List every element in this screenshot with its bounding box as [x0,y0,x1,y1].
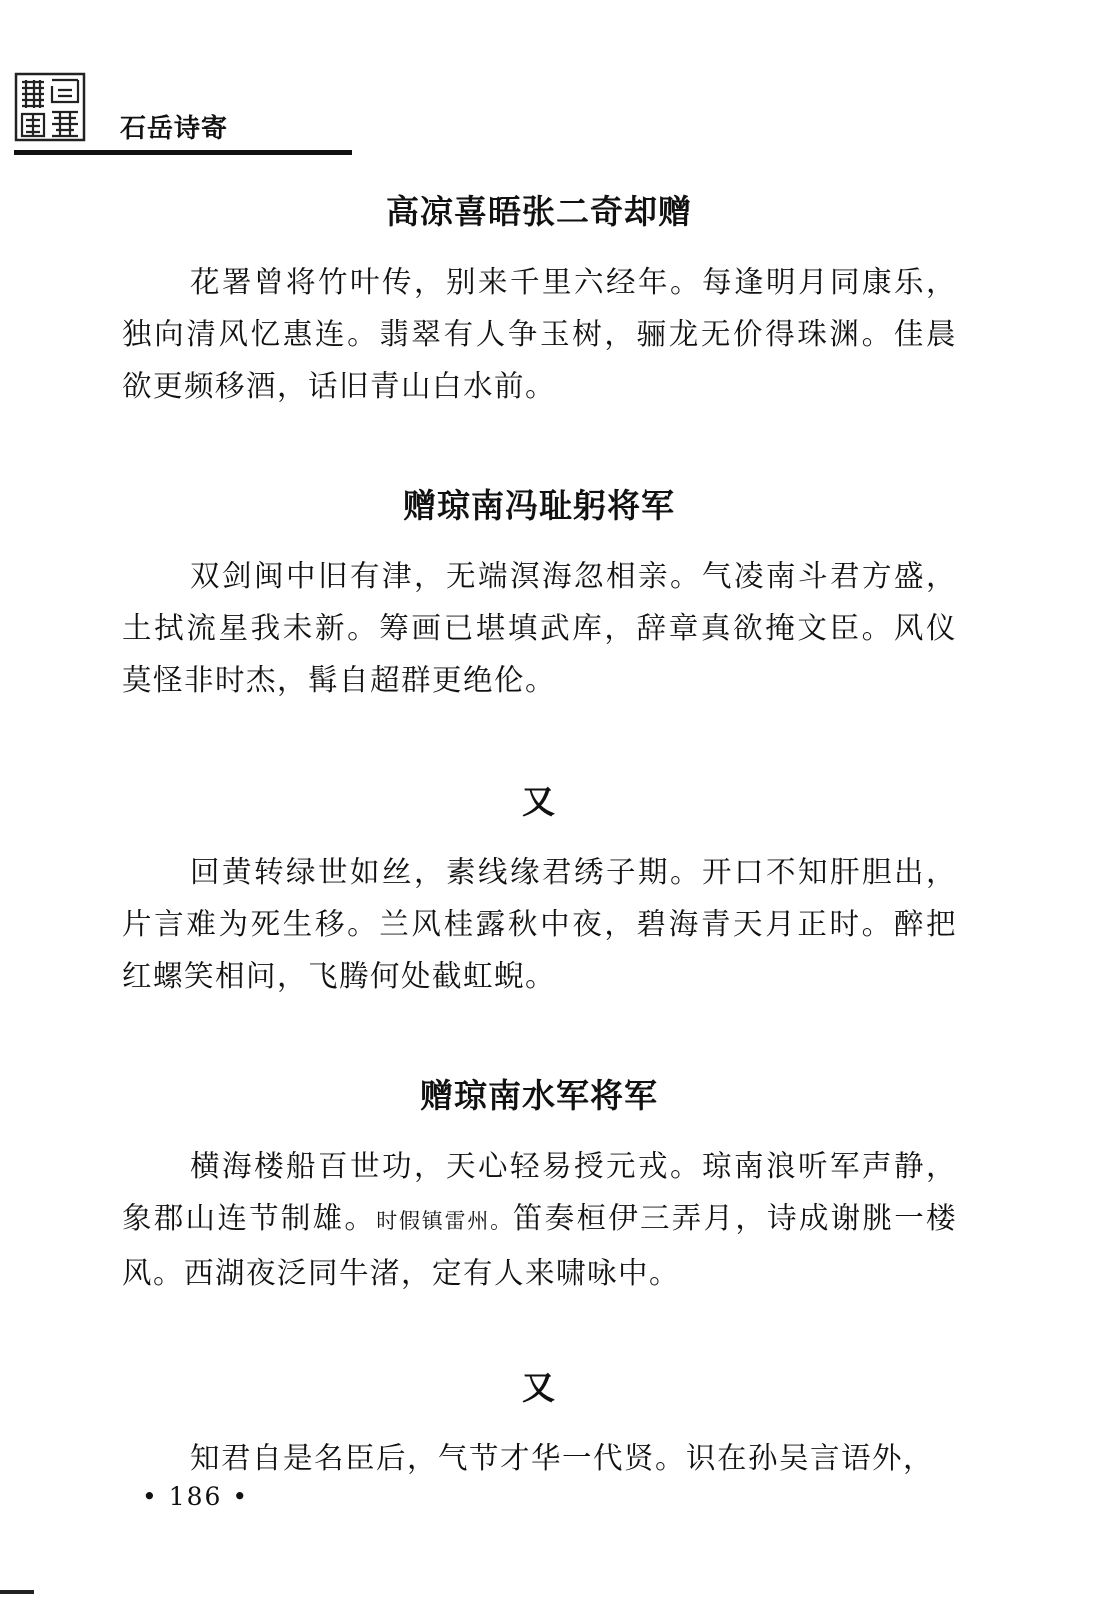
poem-body: 花署曾将竹叶传，别来千里六经年。每逢明月同康乐，独向清风忆惠连。翡翠有人争玉树，骊龙无价得珠渊。佳晨欲更频移酒，话旧青山白水前。 [122,265,957,403]
poem-note: 时假镇雷州。 [376,1209,513,1233]
page-number: • 186 • [142,1482,250,1511]
poem-body: 双剑闽中旧有津，无端溟海忽相亲。气凌南斗君方盛，土拭流星我未新。筹画已堪填武库，辞章真欲掩文臣。风仪莫怪非时杰，髯自超群更绝伦。 [122,559,957,697]
running-title: 石岳诗寄 [120,114,229,144]
header-rule [14,150,352,155]
seal-icon [14,72,86,142]
poem-title: 赠琼南水军将军 [420,1076,658,1115]
scan-mark [0,1590,34,1594]
poem-title: 赠琼南冯耻躬将军 [403,486,675,525]
seal-stamp [14,72,86,142]
poem-body: 回黄转绿世如丝，素线缘君绣子期。开口不知肝胆出，片言难为死生移。兰风桂露秋中夜，碧海青天月正时。醉把红螺笑相问，飞腾何处截虹蜺。 [122,855,957,993]
poem-title: 高凉喜晤张二奇却赠 [386,192,692,231]
poem-body [122,1140,957,1299]
poem-title: 又 [522,782,556,821]
poem-text: 笛奏桓伊三弄月，诗成谢朓一楼风。西湖夜泛同牛渚，定有人来啸咏中。 [122,1201,957,1290]
poem-title: 又 [522,1368,556,1407]
poem-text: 横海楼船百世功，天心轻易授元戎。琼南浪听军声静，象郡山连节制雄。 [122,1149,957,1235]
poem-body: 知君自是名臣后，气节才华一代贤。识在孙吴言语外， [190,1441,935,1475]
